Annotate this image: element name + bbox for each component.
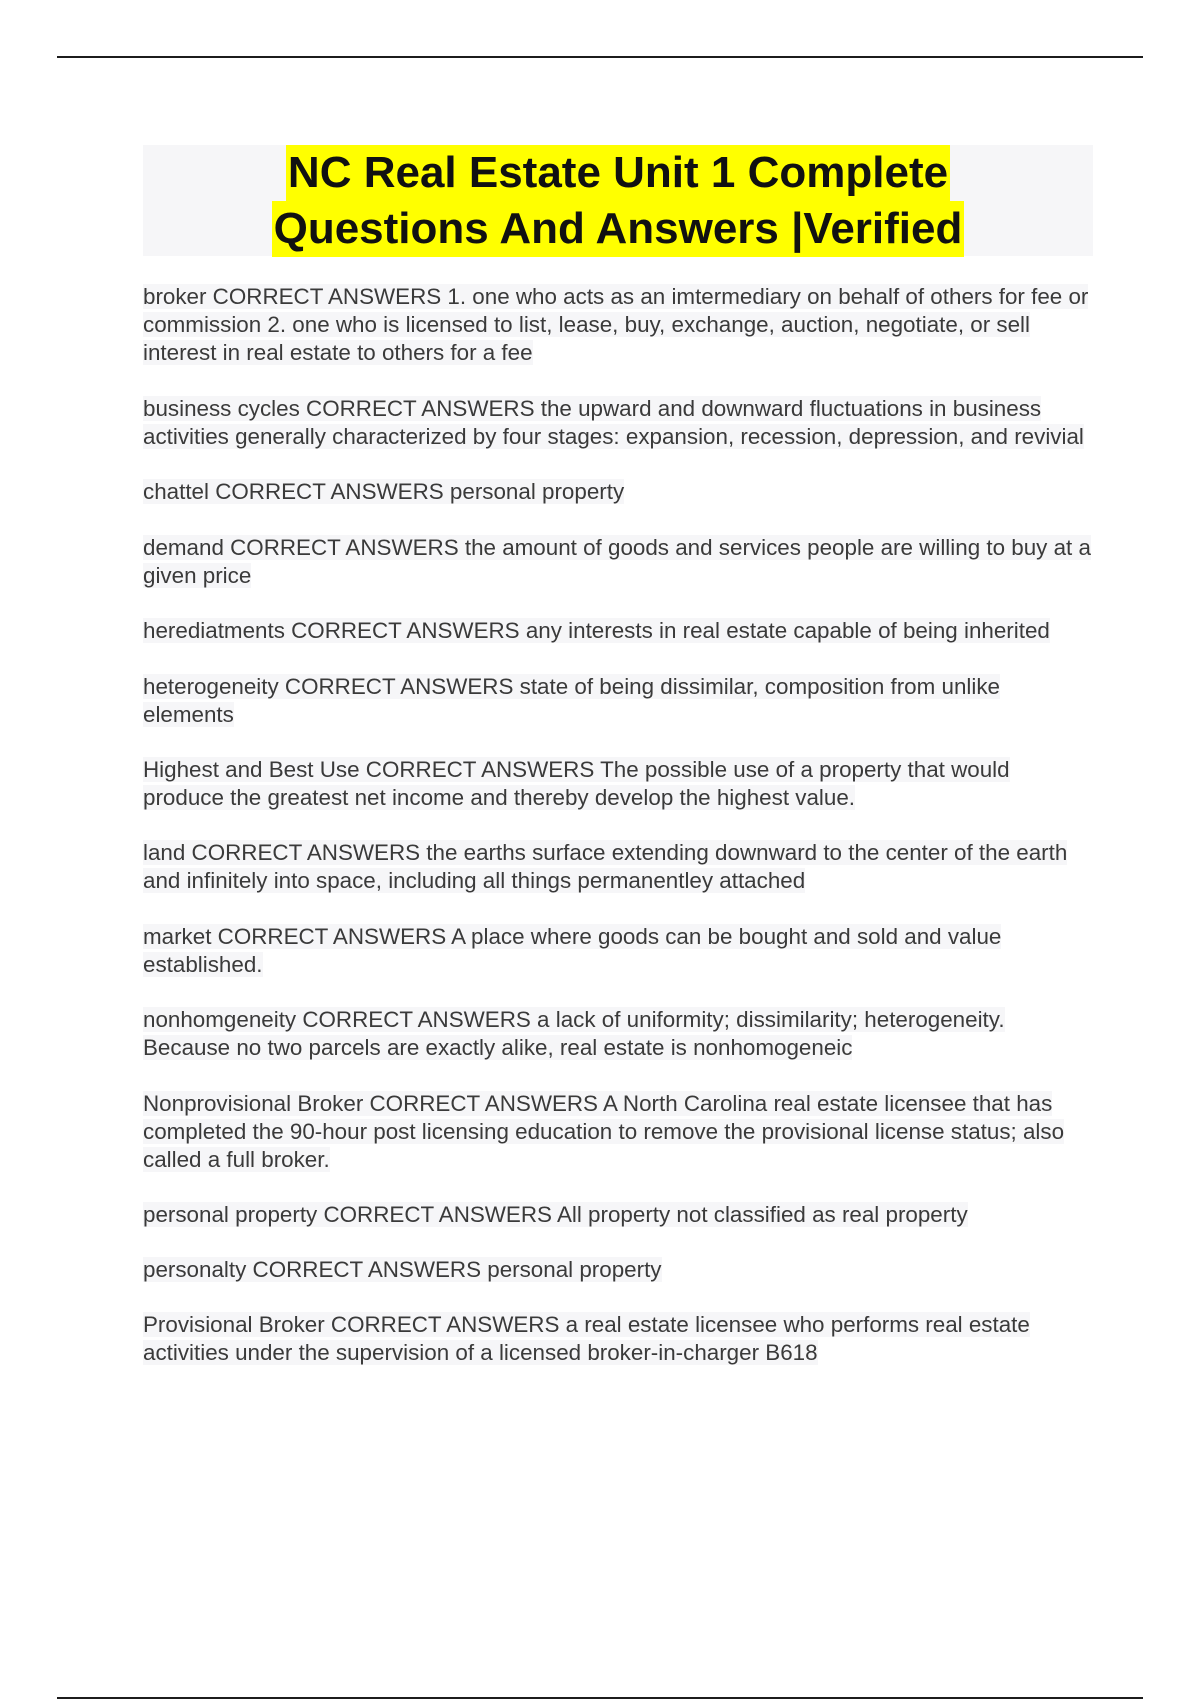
qa-entry-nonhomgeneity: nonhomgeneity CORRECT ANSWERS a lack of uniformity; dissimilarity; heterogeneity. Because no two parcels are exactly alike, real estate is nonhomogeneic <box>143 1007 1005 1060</box>
qa-entry-broker: broker CORRECT ANSWERS 1. one who acts as an imtermediary on behalf of others for fee or commission 2. one who is licensed to list, lease, buy, exchange, auction, negotiate, or sell interest in real estate to others for a fee <box>143 284 1089 365</box>
qa-entry-market: market CORRECT ANSWERS A place where goods can be bought and sold and value established. <box>143 924 1002 977</box>
qa-entry-highest-best-use: Highest and Best Use CORRECT ANSWERS The possible use of a property that would produce the greatest net income and thereby develop the highest value. <box>143 757 1010 810</box>
top-rule <box>57 56 1143 58</box>
qa-entry-demand: demand CORRECT ANSWERS the amount of goods and services people are willing to buy at a given price <box>143 535 1091 588</box>
qa-entry-provisional-broker: Provisional Broker CORRECT ANSWERS a real estate licensee who performs real estate activities under the supervision of a licensed broker-in-charger B618 <box>143 1312 1030 1365</box>
qa-entry-personal-property: personal property CORRECT ANSWERS All property not classified as real property <box>143 1202 968 1227</box>
qa-entry-land: land CORRECT ANSWERS the earths surface extending downward to the center of the earth and infinitely into space, including all things permanentley attached <box>143 840 1068 893</box>
bottom-rule <box>57 1697 1143 1699</box>
document-title-line-1: NC Real Estate Unit 1 Complete <box>286 145 950 201</box>
qa-entry-list <box>143 283 1093 1367</box>
qa-entry-nonprovisional-broker: Nonprovisional Broker CORRECT ANSWERS A North Carolina real estate licensee that has completed the 90-hour post licensing education to remove the provisional license status; also called a full broker. <box>143 1091 1065 1172</box>
qa-entry-chattel: chattel CORRECT ANSWERS personal property <box>143 479 625 504</box>
title-band <box>143 145 1093 256</box>
qa-entry-business-cycles: business cycles CORRECT ANSWERS the upward and downward fluctuations in business activities generally characterized by four stages: expansion, recession, depression, and revivial <box>143 396 1084 449</box>
document-title-line-2: Questions And Answers |Verified <box>272 201 965 257</box>
qa-entry-heterogeneity: heterogeneity CORRECT ANSWERS state of being dissimilar, composition from unlike elements <box>143 674 1000 727</box>
qa-entry-herediatments: herediatments CORRECT ANSWERS any interests in real estate capable of being inherited <box>143 618 1050 643</box>
qa-entry-personalty: personalty CORRECT ANSWERS personal property <box>143 1257 662 1282</box>
